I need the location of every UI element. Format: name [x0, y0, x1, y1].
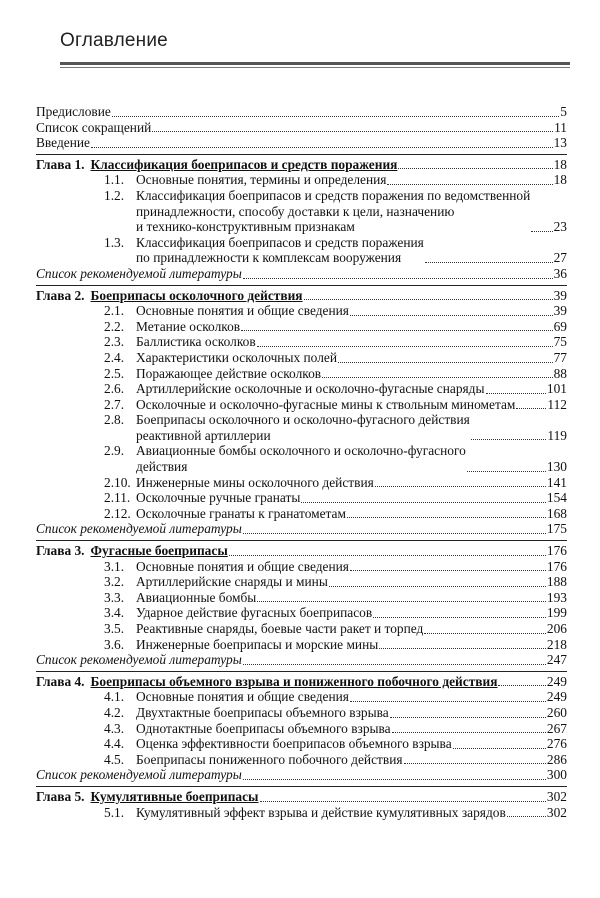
- leader-dots: [387, 184, 552, 185]
- section-title: Основные понятия и общие сведения: [136, 558, 349, 574]
- page-number: 69: [553, 318, 567, 334]
- toc-section-entry[interactable]: 5.1. Кумулятивный эффект взрыва и действие кумулятивных зарядов 302: [104, 804, 567, 820]
- toc-section-entry[interactable]: 2.6. Артиллерийские осколочные и осколочно-фугасные снаряды 101: [104, 381, 567, 397]
- page-number: 119: [547, 427, 567, 443]
- chapter-title: Классификация боеприпасов и средств поражения: [90, 156, 398, 172]
- page-number: 39: [553, 303, 567, 319]
- chapter-title: Кумулятивные боеприпасы: [90, 788, 259, 804]
- leader-dots: [379, 648, 546, 649]
- page-number: 276: [546, 736, 567, 752]
- section-title: Двухтактные боеприпасы объемного взрыва: [136, 704, 389, 720]
- toc-front-entry[interactable]: [36, 104, 567, 120]
- section-title: Основные понятия и общие сведения: [136, 303, 349, 319]
- section-title: Ударное действие фугасных боеприпасов: [136, 605, 373, 621]
- toc-section-entry[interactable]: 2.11. Осколочные ручные гранаты 154: [104, 490, 567, 506]
- leader-dots: [229, 555, 546, 556]
- page-number: 130: [546, 459, 567, 475]
- section-title: Основные понятия, термины и определения: [136, 172, 387, 188]
- toc-section-entry[interactable]: 2.9. Авиационные бомбы осколочного и осколочно-фугасного действия 130: [104, 443, 567, 475]
- section-title: Боеприпасы осколочного и осколочно-фугасного действия реактивной артиллерии: [136, 412, 470, 443]
- section-title: Инженерные мины осколочного действия: [136, 474, 374, 490]
- page-number: 13: [553, 135, 567, 151]
- section-title: Классификация боеприпасов и средств поражения по ведомственной принадлежности, способу доставки к цели, назначению и технико-конструктивным признакам: [136, 187, 531, 235]
- leader-dots: [373, 617, 546, 618]
- page-number: 88: [553, 365, 567, 381]
- page-number: 18: [553, 156, 567, 172]
- section-title: Характеристики осколочных полей: [136, 349, 337, 365]
- chapter-label: Глава 2.: [36, 287, 85, 303]
- toc-section-entry[interactable]: 4.1. Основные понятия и общие сведения 249: [104, 689, 567, 705]
- toc-section-entry[interactable]: 2.1. Основные понятия и общие сведения 39: [104, 303, 567, 319]
- page-number: 112: [547, 396, 567, 412]
- page-number: 27: [553, 250, 567, 266]
- chapter-label: Глава 3.: [36, 543, 85, 559]
- leader-dots: [398, 168, 552, 169]
- leader-dots: [243, 533, 546, 534]
- section-title: Поражающее действие осколков: [136, 365, 322, 381]
- front-title: Список сокращений: [36, 119, 152, 135]
- leader-dots: [350, 315, 553, 316]
- leader-dots: [322, 377, 553, 378]
- toc-literature-entry[interactable]: [36, 652, 567, 668]
- section-title: Осколочные ручные гранаты: [136, 490, 301, 506]
- page-title: Оглавление: [60, 30, 168, 51]
- toc-section-entry[interactable]: 2.8. Боеприпасы осколочного и осколочно-фугасного действия реактивной артиллерии 119: [104, 412, 567, 443]
- toc-literature-entry[interactable]: [36, 767, 567, 783]
- toc-section-entry[interactable]: 2.7. Осколочные и осколочно-фугасные мины к ствольным минометам 112: [104, 396, 567, 412]
- section-title: Осколочные гранаты к гранатометам: [136, 505, 346, 521]
- leader-dots: [338, 362, 553, 363]
- page-number: 36: [553, 265, 567, 281]
- leader-dots: [257, 601, 546, 602]
- toc-section-entry[interactable]: 2.12. Осколочные гранаты к гранатометам 168: [104, 505, 567, 521]
- leader-dots: [241, 330, 553, 331]
- toc-section-entry[interactable]: 3.1. Основные понятия и общие сведения 176: [104, 558, 567, 574]
- section-title: Инженерные боеприпасы и морские мины: [136, 636, 379, 652]
- toc-section-entry[interactable]: 1.2. Классификация боеприпасов и средств поражения по ведомственной принадлежности, способу доставки к цели, назначению и технико-конструктивным признакам 23: [104, 187, 567, 235]
- toc-front-entry[interactable]: [36, 135, 567, 151]
- toc-section-entry[interactable]: 3.5. Реактивные снаряды, боевые части ракет и торпед 206: [104, 621, 567, 636]
- page-number: 267: [546, 720, 567, 736]
- leader-dots: [467, 471, 546, 472]
- leader-dots: [243, 278, 553, 279]
- toc-section-entry[interactable]: 2.4. Характеристики осколочных полей 77: [104, 349, 567, 365]
- leader-dots: [390, 717, 546, 718]
- leader-dots: [260, 801, 546, 802]
- leader-dots: [498, 685, 545, 686]
- leader-dots: [486, 393, 546, 394]
- toc-section-entry[interactable]: 3.4. Ударное действие фугасных боеприпасов 199: [104, 605, 567, 621]
- page-number: 77: [553, 349, 567, 365]
- page-number: 199: [546, 605, 567, 621]
- literature-title: Список рекомендуемой литературы: [36, 767, 242, 783]
- page-number: 286: [546, 751, 567, 767]
- page-number: 176: [546, 543, 567, 559]
- front-title: Введение: [36, 135, 90, 151]
- leader-dots: [347, 517, 546, 518]
- toc-section-entry[interactable]: 4.4. Оценка эффективности боеприпасов объемного взрыва 276: [104, 736, 567, 752]
- section-title: Осколочные и осколочно-фугасные мины к ствольным минометам: [136, 396, 516, 412]
- toc-chapter-entry[interactable]: [36, 786, 567, 805]
- leader-dots: [404, 763, 546, 764]
- toc-chapter-entry[interactable]: [36, 671, 567, 690]
- leader-dots: [350, 701, 546, 702]
- page-number: 302: [546, 804, 567, 820]
- leader-dots: [375, 486, 546, 487]
- toc-section-entry[interactable]: 3.3. Авиационные бомбы 193: [104, 589, 567, 605]
- toc-section-entry[interactable]: 4.3. Однотактные боеприпасы объемного взрыва 267: [104, 720, 567, 736]
- page-number: 39: [553, 287, 567, 303]
- chapter-label: Глава 1.: [36, 156, 85, 172]
- section-title: Авиационные бомбы: [136, 589, 257, 605]
- chapter-title: Боеприпасы осколочного действия: [90, 287, 303, 303]
- page-number: 206: [546, 621, 567, 636]
- leader-dots: [471, 439, 547, 440]
- toc-section-entry[interactable]: 4.2. Двухтактные боеприпасы объемного взрыва 260: [104, 704, 567, 720]
- leader-dots: [425, 262, 553, 263]
- table-of-contents: [36, 104, 567, 820]
- leader-dots: [424, 633, 546, 634]
- page-number: 11: [554, 119, 567, 135]
- section-title: Реактивные снаряды, боевые части ракет и торпед: [136, 621, 424, 636]
- toc-literature-entry[interactable]: [36, 521, 567, 537]
- page-number: 154: [546, 490, 567, 506]
- leader-dots: [112, 116, 559, 117]
- toc-section-entry[interactable]: 3.2. Артиллерийские снаряды и мины 188: [104, 574, 567, 590]
- page-number: 300: [546, 767, 567, 783]
- toc-section-entry[interactable]: 1.1. Основные понятия, термины и определения 18: [104, 172, 567, 188]
- leader-dots: [91, 147, 553, 148]
- leader-dots: [152, 131, 553, 132]
- leader-dots: [243, 664, 546, 665]
- chapter-label: Глава 5.: [36, 788, 85, 804]
- header-rule-thick: [60, 62, 570, 65]
- section-title: Артиллерийские осколочные и осколочно-фугасные снаряды: [136, 381, 485, 397]
- toc-section-entry[interactable]: 2.2. Метание осколков 69: [104, 318, 567, 334]
- section-title: Однотактные боеприпасы объемного взрыва: [136, 720, 391, 736]
- chapter-label: Глава 4.: [36, 673, 85, 689]
- toc-literature-entry[interactable]: [36, 266, 567, 282]
- toc-section-entry[interactable]: 3.6. Инженерные боеприпасы и морские мины 218: [104, 636, 567, 652]
- section-title: Авиационные бомбы осколочного и осколочно-фугасного действия: [136, 443, 466, 475]
- page-number: 193: [546, 589, 567, 605]
- leader-dots: [392, 732, 546, 733]
- page-number: 218: [546, 636, 567, 652]
- page-number: 141: [546, 474, 567, 490]
- leader-dots: [516, 408, 546, 409]
- section-title: Основные понятия и общие сведения: [136, 689, 349, 705]
- page-number: 302: [546, 788, 567, 804]
- page-number: 249: [546, 673, 567, 689]
- toc-section-entry[interactable]: 2.10. Инженерные мины осколочного действия 141: [104, 474, 567, 490]
- leader-dots: [453, 748, 546, 749]
- toc-chapter-entry[interactable]: [36, 540, 567, 559]
- section-title: Классификация боеприпасов и средств поражения по принадлежности к комплексам вооружения: [136, 234, 424, 266]
- chapter-title: Фугасные боеприпасы: [90, 543, 228, 559]
- leader-dots: [304, 299, 553, 300]
- page-number: 168: [546, 505, 567, 521]
- page-number: 247: [546, 652, 567, 668]
- literature-title: Список рекомендуемой литературы: [36, 652, 242, 668]
- literature-title: Список рекомендуемой литературы: [36, 521, 242, 537]
- leader-dots: [350, 570, 546, 571]
- toc-section-entry[interactable]: 2.5. Поражающее действие осколков 88: [104, 365, 567, 381]
- page-number: 101: [546, 381, 567, 397]
- page-number: 175: [546, 521, 567, 537]
- section-title: Оценка эффективности боеприпасов объемного взрыва: [136, 736, 452, 752]
- section-title: Артиллерийские снаряды и мины: [136, 574, 328, 590]
- front-title: Предисловие: [36, 104, 111, 119]
- leader-dots: [257, 346, 553, 347]
- page-number: 249: [546, 689, 567, 705]
- leader-dots: [507, 816, 546, 817]
- leader-dots: [243, 779, 546, 780]
- toc-section-entry[interactable]: 1.3. Классификация боеприпасов и средств поражения по принадлежности к комплексам вооружения 27: [104, 234, 567, 266]
- section-title: Кумулятивный эффект взрыва и действие кумулятивных зарядов: [136, 804, 506, 820]
- section-title: Метание осколков: [136, 318, 241, 334]
- page-number: 75: [553, 334, 567, 350]
- toc-section-entry[interactable]: 4.5. Боеприпасы пониженного побочного действия 286: [104, 751, 567, 767]
- leader-dots: [531, 231, 552, 232]
- toc-chapter-entry[interactable]: [36, 285, 567, 304]
- leader-dots: [301, 502, 546, 503]
- leader-dots: [329, 586, 546, 587]
- section-title: Баллистика осколков: [136, 334, 256, 350]
- chapter-title: Боеприпасы объемного взрыва и пониженного побочного действия: [90, 673, 498, 689]
- toc-section-entry[interactable]: 2.3. Баллистика осколков 75: [104, 334, 567, 350]
- page-number: 23: [553, 219, 567, 235]
- page-number: 5: [560, 104, 567, 119]
- page-number: 260: [546, 704, 567, 720]
- section-title: Боеприпасы пониженного побочного действия: [136, 751, 403, 767]
- toc-chapter-entry[interactable]: [36, 154, 567, 173]
- page-number: 18: [553, 172, 567, 188]
- page-number: 176: [546, 558, 567, 574]
- literature-title: Список рекомендуемой литературы: [36, 265, 242, 281]
- toc-front-entry[interactable]: [36, 120, 567, 136]
- page-number: 188: [546, 574, 567, 590]
- header-rule-thin: [60, 67, 570, 68]
